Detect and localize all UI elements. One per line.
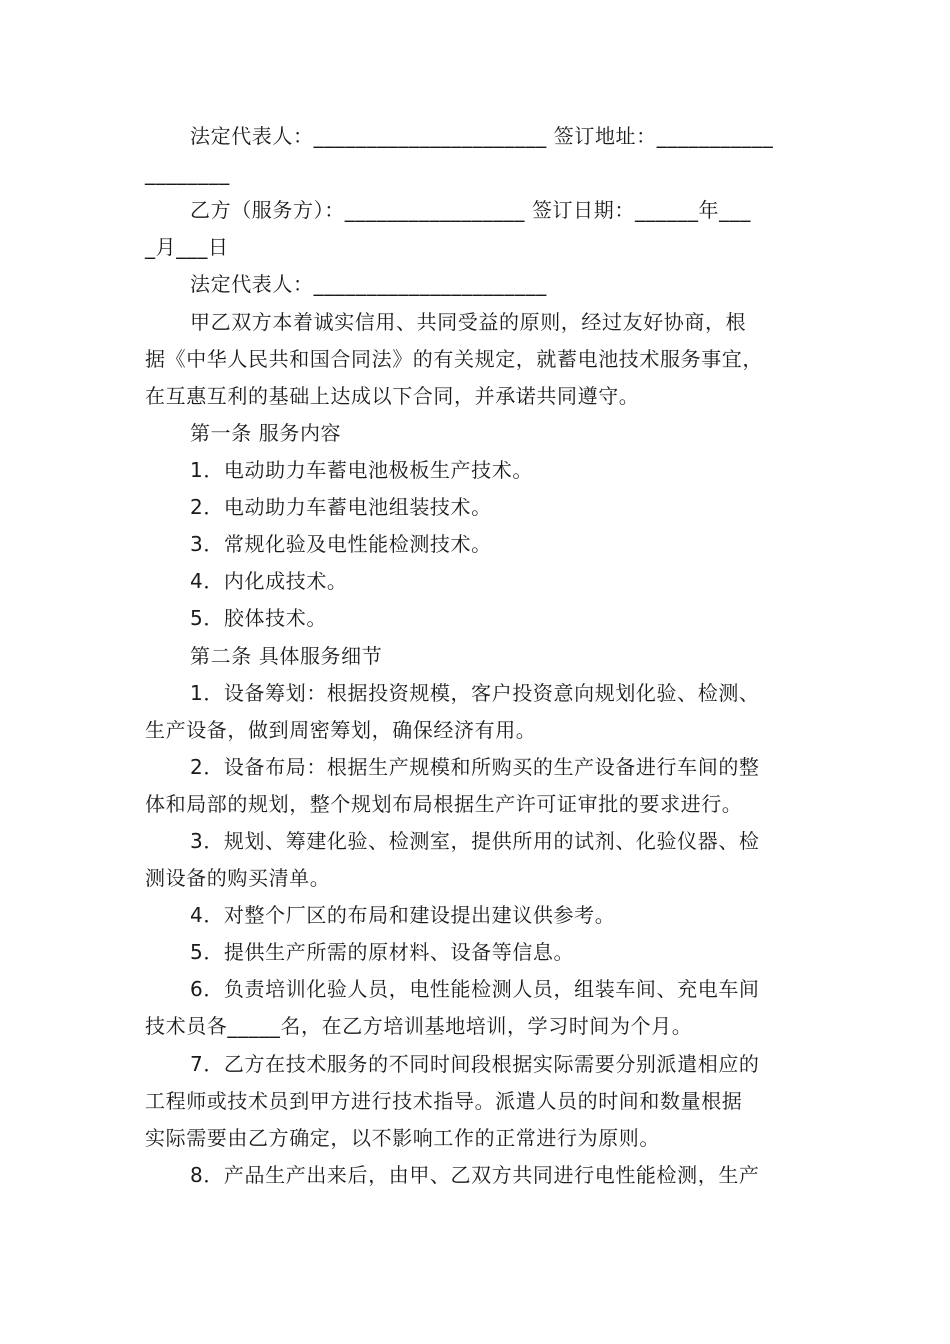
doc-line: 体和局部的规划，整个规划布局根据生产许可证审批的要求进行。: [145, 792, 743, 816]
doc-line: 乙方（服务方）：_________________ 签订日期：______年___: [190, 198, 751, 222]
list-item: 4．对整个厂区的布局和建设提出建议供参考。: [190, 903, 616, 927]
doc-line: 生产设备，做到周密筹划，确保经济有用。: [145, 718, 537, 742]
list-item: 3．规划、筹建化验、检测室，提供所用的试剂、化验仪器、检: [190, 829, 760, 853]
list-item: 6．负责培训化验人员，电性能检测人员，组装车间、充电车间: [190, 977, 760, 1001]
doc-line: ________: [145, 161, 230, 185]
list-item: 5．提供生产所需的原材料、设备等信息。: [190, 940, 575, 964]
doc-line: 工程师或技术员到甲方进行技术指导。派遣人员的时间和数量根据: [145, 1089, 743, 1113]
list-item: 1．设备筹划：根据投资规模，客户投资意向规划化验、检测、: [190, 681, 760, 705]
doc-line: 测设备的购买清单。: [145, 866, 331, 890]
list-item: 5．胶体技术。: [190, 606, 327, 630]
doc-line: 法定代表人：______________________: [190, 272, 547, 296]
list-item: 7．乙方在技术服务的不同时间段根据实际需要分别派遣相应的: [190, 1052, 760, 1076]
doc-line: 在互惠互利的基础上达成以下合同，并承诺共同遵守。: [145, 384, 640, 408]
list-item: 4．内化成技术。: [190, 569, 348, 593]
section-heading: 第二条 具体服务细节: [190, 644, 383, 668]
doc-line: 据《中华人民共和国合同法》的有关规定，就蓄电池技术服务事宜，: [145, 347, 763, 371]
doc-line: 实际需要由乙方确定，以不影响工作的正常进行为原则。: [145, 1126, 660, 1150]
list-item: 2．电动助力车蓄电池组装技术。: [190, 495, 492, 519]
list-item: 2．设备布局：根据生产规模和所购买的生产设备进行车间的整: [190, 755, 760, 779]
doc-line: 法定代表人：______________________ 签订地址：___________: [190, 124, 774, 148]
section-heading: 第一条 服务内容: [190, 421, 342, 445]
doc-line: 技术员各_____名，在乙方培训基地培训，学习时间为个月。: [145, 1014, 693, 1038]
list-item: 8．产品生产出来后，由甲、乙双方共同进行电性能检测，生产: [190, 1163, 760, 1187]
doc-line: 甲乙双方本着诚实信用、共同受益的原则，经过友好协商，根: [190, 310, 747, 334]
list-item: 1．电动助力车蓄电池极板生产技术。: [190, 458, 533, 482]
list-item: 3．常规化验及电性能检测技术。: [190, 532, 492, 556]
doc-line: _月___日: [145, 235, 229, 259]
